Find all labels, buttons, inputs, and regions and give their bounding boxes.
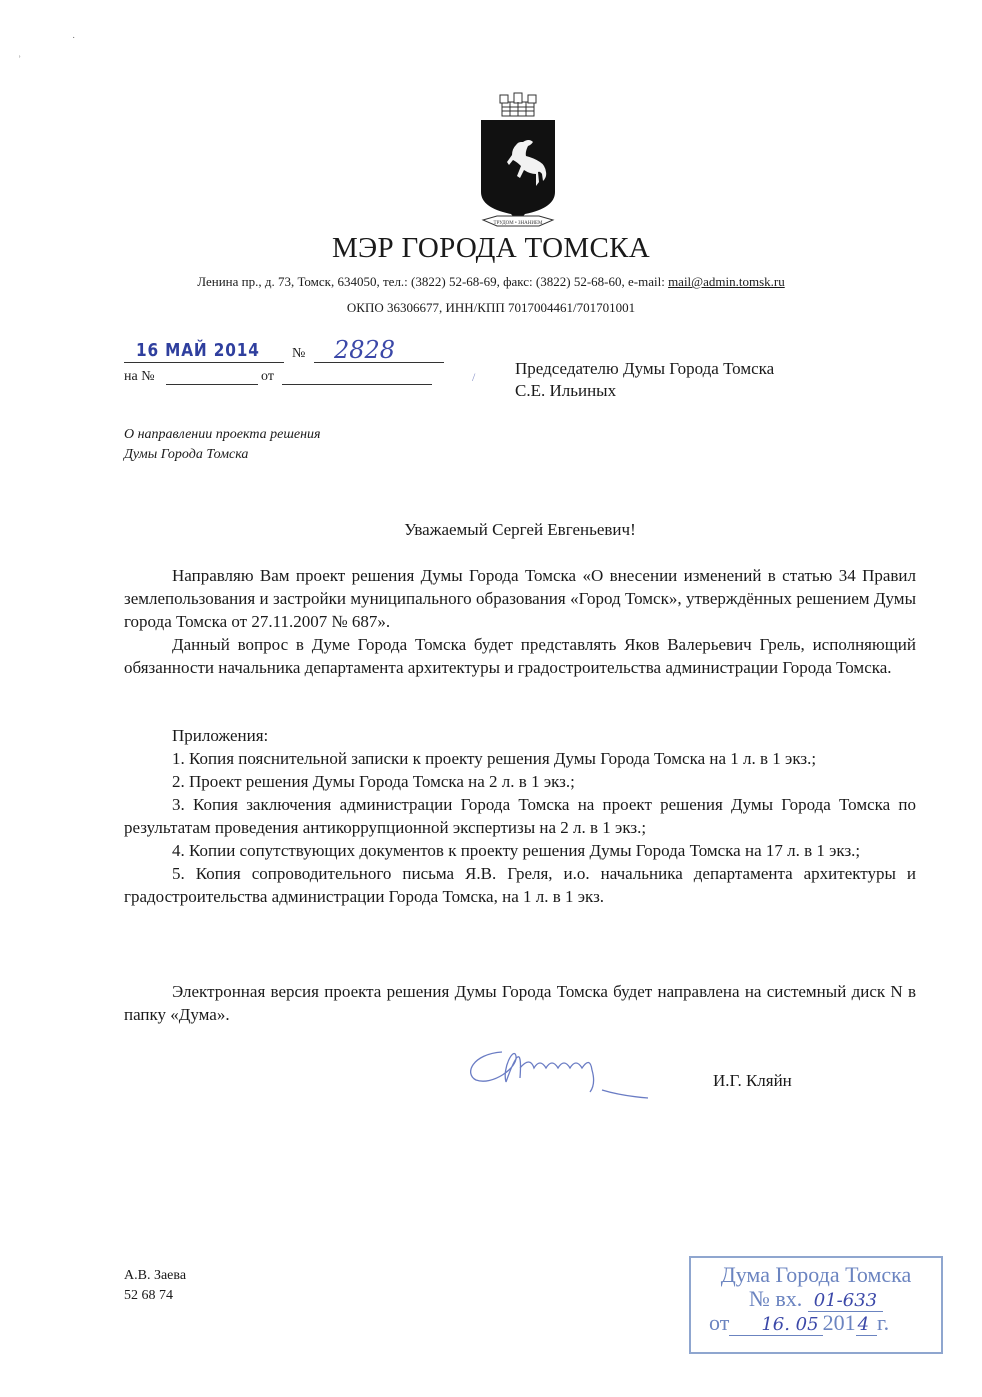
paragraph: Направляю Вам проект решения Думы Города Томска «О внесении изменений в статью 34 Правил землепользования и застройки муниципального образования «Город Томск», утверждённых решением Думы города Томска от 27.11.2007 № 687». [124, 566, 916, 631]
greeting: Уважаемый Сергей Евгеньевич! [404, 520, 636, 539]
address-text: Ленина пр., д. 73, Томск, 634050, тел.: (3822) 52-68-69, факс: (3822) 52-68-60, e-mail: [197, 274, 669, 289]
stamp-date-label: от [709, 1310, 730, 1335]
email-link[interactable]: mail@admin.tomsk.ru [668, 274, 785, 289]
outgoing-date-stamp: 16 МАЙ 2014 [136, 340, 260, 361]
number-label: № [292, 346, 306, 361]
closing-paragraph: Электронная версия проекта решения Думы Города Томска будет направлена на системный диск N в папку «Дума». [124, 982, 916, 1024]
stamp-number-value: 01-633 [808, 1290, 883, 1312]
body-paragraphs [124, 564, 916, 679]
from-date-underline [282, 384, 432, 385]
stamp-date-value: 16. 05 [729, 1314, 822, 1336]
scan-speck: ʾ [18, 55, 22, 66]
letterhead-codes: ОКПО 36306677, ИНН/КПП 7017004461/701701001 [346, 300, 636, 315]
crest-motto: ТРУДОМ • ЗНАНИЕМ [493, 221, 543, 226]
date-underline [124, 362, 284, 363]
subject-line-2: Думы Города Томска [124, 447, 249, 462]
outgoing-number: 2828 [334, 336, 396, 364]
stamp-date-row [691, 1310, 941, 1336]
paragraph: Данный вопрос в Думе Города Томска будет представлять Яков Валерьевич Грель, исполняющий обязанности начальника департамента архитектуры и градостроительства администрации Города Томска. [124, 635, 916, 677]
pen-mark: / [472, 370, 476, 384]
letterhead-title: МЭР ГОРОДА ТОМСКА [331, 232, 651, 264]
signatory-name: И.Г. Кляйн [713, 1071, 792, 1090]
stamp-number-label: № вх. [748, 1286, 803, 1311]
registration-block [124, 336, 454, 390]
stamp-year-unit: г. [877, 1310, 890, 1335]
attachment-item: 2. Проект решения Думы Города Томска на 2 л. в 1 экз.; [172, 772, 575, 791]
subject-line-1: О направлении проекта решения [124, 427, 321, 442]
attachment-item: 3. Копия заключения администрации Города Томска на проект решения Думы Города Томска по результатам проведения антикоррупционной экспертизы на 2 л. в 1 экз.; [124, 795, 916, 837]
attachment-item: 4. Копии сопутствующих документов к проекту решения Думы Города Томска на 17 л. в 1 экз.; [172, 841, 861, 860]
subject [124, 425, 321, 465]
executor-phone: 52 68 74 [124, 1288, 173, 1303]
attachments-heading: Приложения: [172, 726, 269, 745]
reply-number-underline [166, 384, 258, 385]
addressee-name: С.Е. Ильиных [515, 381, 617, 400]
from-label: от [261, 369, 274, 384]
attachments [124, 724, 916, 908]
stamp-org: Дума Города Томска [720, 1262, 912, 1287]
closing-note [124, 980, 916, 1026]
letterhead-address [0, 274, 982, 290]
stamp-year-prefix: 201 [822, 1310, 856, 1335]
attachment-item: 5. Копия сопроводительного письма Я.В. Греля, и.о. начальника департамента архитектуры и градостроительства администрации Города Томска, на 1 л. в 1 экз. [124, 864, 916, 906]
tomsk-coat-of-arms-icon [475, 92, 561, 234]
executor-name: А.В. Заева [124, 1268, 187, 1283]
addressee-title: Председателю Думы Города Томска [515, 359, 775, 378]
addressee [515, 358, 774, 402]
handwritten-signature-icon [462, 1038, 702, 1108]
executor-info [124, 1266, 186, 1306]
reply-to-label: на № [124, 369, 155, 384]
stamp-number-row [691, 1286, 941, 1312]
scan-speck: ˙ [72, 36, 76, 47]
incoming-registration-stamp [689, 1256, 943, 1354]
stamp-year-suffix: 4 [856, 1314, 877, 1336]
attachment-item: 1. Копия пояснительной записки к проекту решения Думы Города Томска на 1 л. в 1 экз.; [172, 749, 817, 768]
crown-icon [500, 93, 536, 116]
